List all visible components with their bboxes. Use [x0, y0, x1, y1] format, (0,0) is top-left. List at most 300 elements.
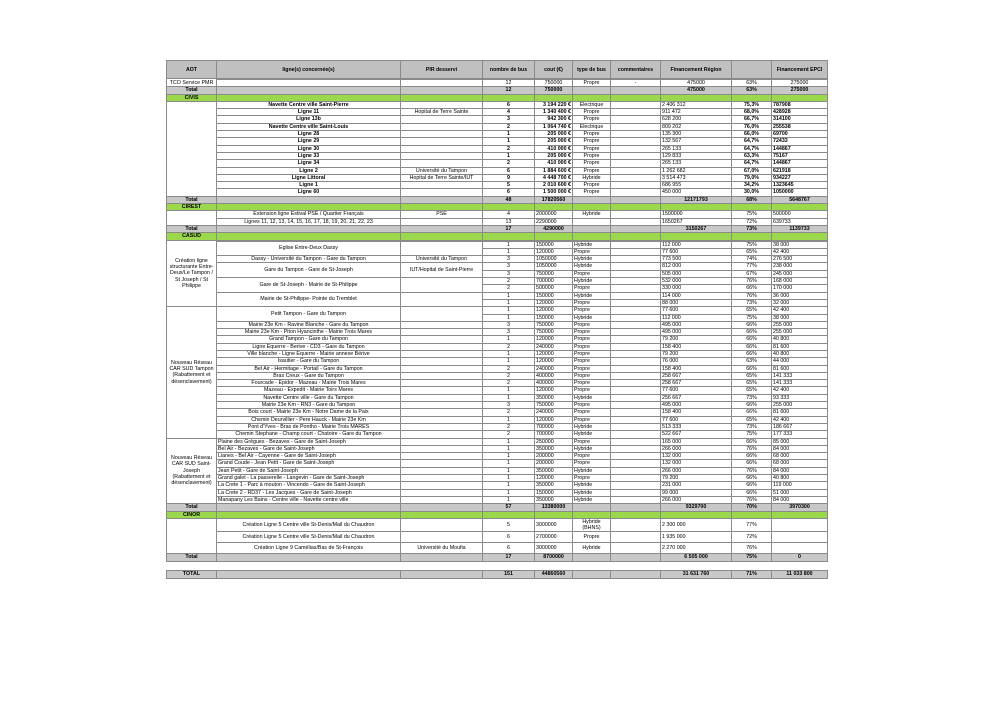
region-cell: 450 000 [661, 189, 732, 196]
header-commentaires: commentaires [611, 61, 661, 79]
pir-cell [401, 423, 483, 430]
pct-cell: 63% [732, 80, 772, 87]
header-row [167, 61, 828, 79]
table-row [167, 394, 828, 401]
type-cell: Propre [573, 409, 611, 416]
pir-cell [401, 409, 483, 416]
epci-cell [772, 532, 828, 543]
table-row [167, 532, 828, 543]
total-row [167, 504, 828, 511]
cout-cell: 400000 [535, 380, 573, 387]
table-row [167, 80, 828, 87]
ligne-cell: Bois court - Mairie 23e Km - Notre Dame de la Paix [217, 409, 401, 416]
epci-cell: 51 000 [772, 489, 828, 496]
cout-cell: 750000 [535, 80, 573, 87]
table-row [167, 380, 828, 387]
grand-total-label: TOTAL [167, 570, 217, 578]
region-cell: 79 200 [661, 475, 732, 482]
ligne-cell: Ligne 30 [217, 145, 401, 152]
pir-cell [401, 532, 483, 543]
pct-cell: 75% [732, 554, 772, 561]
type-cell [573, 218, 611, 225]
aot-cell: TCO Service PMR [167, 79, 217, 87]
epci-cell: 428928 [772, 109, 828, 116]
bus-cell: 1 [483, 299, 535, 306]
region-cell: 628 200 [661, 116, 732, 123]
bus-cell: 1 [483, 292, 535, 299]
region-cell: 266 000 [661, 496, 732, 503]
cout-cell: 120000 [535, 307, 573, 314]
region-cell: 132 567 [661, 138, 732, 145]
table-row [167, 123, 828, 130]
pct-cell: 76,0% [732, 123, 772, 130]
bus-cell: 2 [483, 123, 535, 130]
cout-cell: 205 000 € [535, 138, 573, 145]
type-cell: Hybride (BHNS) [573, 518, 611, 532]
region-cell: 266 000 [661, 445, 732, 452]
epci-cell: 245 000 [772, 270, 828, 277]
region-cell: 3150267 [661, 225, 732, 232]
table-row [167, 241, 828, 248]
ligne-cell: Mazeau - Expedit - Mairie Toirs Mares [217, 387, 401, 394]
bus-cell: 1 [483, 475, 535, 482]
pir-cell [401, 101, 483, 108]
epci-cell: 168 000 [772, 278, 828, 285]
cout-cell: 2000000 [535, 211, 573, 218]
cout-cell: 350000 [535, 496, 573, 503]
pct-cell: 68% [732, 196, 772, 203]
ligne-cell: Chemin Deurvillier - Pere Hauck - Mairie 23e Km [217, 416, 401, 423]
bus-cell: 2 [483, 285, 535, 292]
pir-cell [401, 116, 483, 123]
type-cell: Propre [573, 248, 611, 255]
ligne-cell: Navette Centre ville Saint-Pierre [217, 101, 401, 108]
pct-cell: 73% [732, 394, 772, 401]
bus-cell: 1 [483, 248, 535, 255]
epci-cell: 0 [772, 554, 828, 561]
bus-cell: 12 [483, 80, 535, 87]
pir-cell [401, 431, 483, 438]
ligne-cell: Création Ligne 9 Camélias/Bas de St-François [217, 543, 401, 554]
cout-cell: 150000 [535, 292, 573, 299]
type-cell: Hybride [573, 467, 611, 474]
bus-cell: 1 [483, 358, 535, 365]
section-label: CIREST [167, 204, 217, 211]
comment-cell: - [611, 80, 661, 87]
ligne-cell: Pont d'Yves - Bras de Pontho - Mairie Trois MARES [217, 423, 401, 430]
bus-cell: 2 [483, 372, 535, 379]
region-cell: 475000 [661, 80, 732, 87]
epci-cell: 42 400 [772, 248, 828, 255]
epci-cell: 1139733 [772, 225, 828, 232]
ligne-cell: Manapany Les Bains - Centre ville - Navette centre ville [217, 496, 401, 503]
epci-cell: 68 000 [772, 453, 828, 460]
cout-cell: 120000 [535, 358, 573, 365]
type-cell: Hybride [573, 482, 611, 489]
bus-cell: 3 [483, 256, 535, 263]
pct-cell: 76% [732, 445, 772, 452]
pir-cell [401, 307, 483, 322]
type-cell: Propre [573, 416, 611, 423]
epci-cell [772, 543, 828, 554]
epci-cell: 40 800 [772, 336, 828, 343]
bus-cell: 4 [483, 109, 535, 116]
type-cell: Propre [573, 182, 611, 189]
cout-cell: 120000 [535, 475, 573, 482]
total-row [167, 225, 828, 232]
ligne-cell: Ligne 13b [217, 116, 401, 123]
region-cell: 165 000 [661, 438, 732, 445]
table-row [167, 475, 828, 482]
epci-cell: 255 000 [772, 402, 828, 409]
region-cell: 1500000 [661, 211, 732, 218]
type-cell: Propre [573, 299, 611, 306]
ligne-cell: Petit Tampon - Gare du Tampon [217, 307, 401, 322]
pct-cell: 73% [732, 423, 772, 430]
cout-cell: 3000000 [535, 518, 573, 532]
region-cell: 1650267 [661, 218, 732, 225]
type-cell: Hybride [573, 431, 611, 438]
epci-cell: 40 800 [772, 475, 828, 482]
ligne-cell: Mairie 23e Km - Piton Hyancinthe - Mairie Trois Mares [217, 329, 401, 336]
table-row [167, 218, 828, 225]
cout-cell: 1050000 [535, 263, 573, 270]
epci-cell: 934227 [772, 174, 828, 181]
cout-cell: 120000 [535, 387, 573, 394]
bus-cell: 57 [483, 504, 535, 511]
pct-cell: 74% [732, 256, 772, 263]
pir-cell: Université du Moufia [401, 543, 483, 554]
pct-cell: 73% [732, 225, 772, 232]
header-nombre-bus: nombre de bus [483, 61, 535, 79]
epci-cell: 144867 [772, 160, 828, 167]
bus-cell: 6 [483, 189, 535, 196]
type-cell: Hybride [573, 445, 611, 452]
region-cell: 129 833 [661, 152, 732, 159]
type-cell: Propre [573, 285, 611, 292]
type-cell: Propre [573, 329, 611, 336]
pir-cell: PSE [401, 211, 483, 218]
table-row [167, 292, 828, 299]
table-row [167, 453, 828, 460]
table-row [167, 116, 828, 123]
total-row [167, 554, 828, 561]
type-cell: Propre [573, 167, 611, 174]
region-cell: 12171793 [661, 196, 732, 203]
region-cell: 6 505 000 [661, 554, 732, 561]
bus-cell: 1 [483, 394, 535, 401]
table-row [167, 174, 828, 181]
table-row [167, 409, 828, 416]
type-cell: Hybride [573, 489, 611, 496]
pct-cell: 76% [732, 543, 772, 554]
pir-cell [401, 278, 483, 293]
epci-cell: 81 600 [772, 409, 828, 416]
type-cell: Propre [573, 189, 611, 196]
cout-cell: 150000 [535, 314, 573, 321]
pir-cell [401, 402, 483, 409]
table-row [167, 358, 828, 365]
type-cell: Propre [573, 365, 611, 372]
region-cell: 773 500 [661, 256, 732, 263]
pct-cell: 65% [732, 416, 772, 423]
cout-cell: 700000 [535, 423, 573, 430]
table-row [167, 131, 828, 138]
pir-cell [401, 343, 483, 350]
cout-cell: 150000 [535, 241, 573, 248]
epci-cell: 84 000 [772, 467, 828, 474]
bus-cell: 12 [483, 87, 535, 94]
pir-cell [401, 358, 483, 365]
pct-cell: 65% [732, 372, 772, 379]
ligne-cell: Eglise Entre-Deux Dassy [217, 241, 401, 256]
bus-cell: 2 [483, 380, 535, 387]
epci-cell: 787908 [772, 101, 828, 108]
epci-cell: 275000 [772, 80, 828, 87]
type-cell: Propre [573, 109, 611, 116]
header-financement-region: Financement Région [661, 61, 732, 79]
type-cell: Hybride [573, 174, 611, 181]
table-row [167, 189, 828, 196]
region-cell: 77 600 [661, 416, 732, 423]
pct-cell: 63% [732, 358, 772, 365]
pir-cell [401, 387, 483, 394]
ligne-cell: Ligne 33 [217, 152, 401, 159]
pct-cell: 75% [732, 211, 772, 218]
pct-cell: 73% [732, 299, 772, 306]
bus-cell: 1 [483, 350, 535, 357]
bus-cell: 1 [483, 453, 535, 460]
aot-group-label: Nouveau Réseau CAR SUD Saint-Joseph (Rabattement et désenclavement) [167, 438, 217, 504]
table-row [167, 167, 828, 174]
bus-cell: 1 [483, 438, 535, 445]
bus-cell: 2 [483, 145, 535, 152]
region-cell: 231 000 [661, 482, 732, 489]
ligne-cell: Ligne 1 [217, 182, 401, 189]
cout-cell: 2 010 600 € [535, 182, 573, 189]
section-row [167, 511, 828, 518]
table-row [167, 431, 828, 438]
epci-cell: 186 667 [772, 423, 828, 430]
region-cell: 31 631 760 [661, 570, 732, 578]
type-cell: Propre [573, 336, 611, 343]
cout-cell: 3 194 220 € [535, 101, 573, 108]
epci-cell: 72433 [772, 138, 828, 145]
ligne-cell: Ligne 29 [217, 138, 401, 145]
epci-cell: 177 333 [772, 431, 828, 438]
region-cell: 495 000 [661, 321, 732, 328]
bus-cell: 2 [483, 431, 535, 438]
type-cell: Propre [573, 80, 611, 87]
header-lignes: ligne(s) concernée(s) [217, 61, 401, 79]
pct-cell: 72% [732, 218, 772, 225]
bus-cell: 5 [483, 182, 535, 189]
cout-cell: 120000 [535, 336, 573, 343]
cout-cell: 942 300 € [535, 116, 573, 123]
cout-cell: 3000000 [535, 543, 573, 554]
pir-cell [401, 123, 483, 130]
spacer-row [167, 561, 828, 570]
epci-cell: 238 000 [772, 263, 828, 270]
table-row [167, 152, 828, 159]
pir-cell: Université du Tampon [401, 256, 483, 263]
epci-cell: 144867 [772, 145, 828, 152]
total-label: Total [167, 196, 217, 203]
pct-cell: 64,7% [732, 138, 772, 145]
pct-cell: 66% [732, 460, 772, 467]
region-cell: 77 600 [661, 307, 732, 314]
pir-cell [401, 138, 483, 145]
pct-cell: 76% [732, 278, 772, 285]
table-row [167, 109, 828, 116]
pct-cell: 66% [732, 438, 772, 445]
table-row [167, 160, 828, 167]
region-cell: 76 000 [661, 358, 732, 365]
bus-cell: 2 [483, 278, 535, 285]
epci-cell: 81 600 [772, 343, 828, 350]
ligne-cell: Navette Centre ville Saint-Louis [217, 123, 401, 130]
cout-cell: 13380000 [535, 504, 573, 511]
region-cell: 495 000 [661, 402, 732, 409]
pir-cell [401, 160, 483, 167]
pir-cell [401, 152, 483, 159]
type-cell: Propre [573, 460, 611, 467]
section-row [167, 94, 828, 101]
section-row [167, 204, 828, 211]
type-cell: Propre [573, 453, 611, 460]
type-cell: Electrique [573, 123, 611, 130]
cout-cell: 1 500 000 € [535, 189, 573, 196]
type-cell: Propre [573, 116, 611, 123]
bus-cell: 1 [483, 152, 535, 159]
ligne-cell: Ligne 34 [217, 160, 401, 167]
table-row [167, 321, 828, 328]
pct-cell: 75% [732, 314, 772, 321]
cout-cell: 1 340 400 € [535, 109, 573, 116]
region-cell: 258 667 [661, 372, 732, 379]
region-cell: 158 400 [661, 409, 732, 416]
ligne-cell: Création Ligne 5 Centre ville St-Denis/Mail du Chaudron [217, 532, 401, 543]
type-cell: Hybride [573, 423, 611, 430]
region-cell: 513 333 [661, 423, 732, 430]
type-cell: Electrique [573, 101, 611, 108]
aot-group-label: Nouveau Réseau CAR SUD Tampon (Rabattement et désenclavement) [167, 307, 217, 438]
epci-cell: 42 400 [772, 416, 828, 423]
ligne-cell: Mairie de St-Philippe- Pointe du Tremblet [217, 292, 401, 307]
table-row [167, 182, 828, 189]
bus-cell: 2 [483, 160, 535, 167]
epci-cell: 314100 [772, 116, 828, 123]
bus-cell: 1 [483, 138, 535, 145]
epci-cell: 42 400 [772, 387, 828, 394]
region-cell: 686 955 [661, 182, 732, 189]
pct-cell: 66% [732, 336, 772, 343]
table-row [167, 438, 828, 445]
pir-cell: Hopital de Terre Sainte [401, 109, 483, 116]
bus-cell: 6 [483, 101, 535, 108]
cout-cell: 240000 [535, 409, 573, 416]
pct-cell: 34,2% [732, 182, 772, 189]
total-label: Total [167, 225, 217, 232]
cout-cell: 205 000 € [535, 152, 573, 159]
ligne-cell: Ligne 11 [217, 109, 401, 116]
pir-cell [401, 182, 483, 189]
table-row [167, 482, 828, 489]
pct-cell: 66% [732, 475, 772, 482]
pir-cell [401, 241, 483, 256]
epci-cell: 3970300 [772, 504, 828, 511]
type-cell: Hybride [573, 263, 611, 270]
bus-cell: 2 [483, 343, 535, 350]
pct-cell: 76% [732, 496, 772, 503]
epci-cell: 621918 [772, 167, 828, 174]
region-cell: 1 935 000 [661, 532, 732, 543]
bus-cell: 13 [483, 218, 535, 225]
pct-cell: 65% [732, 248, 772, 255]
bus-cell: 1 [483, 496, 535, 503]
pir-cell [401, 518, 483, 532]
region-cell: 911 472 [661, 109, 732, 116]
type-cell: Propre [573, 343, 611, 350]
pct-cell: 66% [732, 489, 772, 496]
pct-cell: 65% [732, 307, 772, 314]
type-cell: Propre [573, 475, 611, 482]
epci-cell: 1050000 [772, 189, 828, 196]
region-cell: 265 133 [661, 145, 732, 152]
epci-cell: 141 333 [772, 372, 828, 379]
pir-cell [401, 336, 483, 343]
ligne-cell: Mairie 23e Km - RN3 - Gare du Tampon [217, 402, 401, 409]
cout-cell: 200000 [535, 453, 573, 460]
epci-cell: 68 000 [772, 460, 828, 467]
cout-cell: 500000 [535, 285, 573, 292]
ligne-cell: Bel Air - Hermitage - Portail - Gare du Tampon [217, 365, 401, 372]
total-label: Total [167, 504, 217, 511]
ligne-cell: Extension ligne Estival PSE / Quartier Français [217, 211, 401, 218]
bus-cell: 1 [483, 445, 535, 452]
cout-cell: 205 000 € [535, 131, 573, 138]
ligne-cell: Ligne Equerre - Berive - CD3 - Gare du Tampon [217, 343, 401, 350]
bus-cell: 3 [483, 270, 535, 277]
epci-cell: 85 000 [772, 438, 828, 445]
bus-cell: 1 [483, 241, 535, 248]
region-cell: 79 200 [661, 350, 732, 357]
pct-cell: 68,0% [732, 109, 772, 116]
region-cell: 9329700 [661, 504, 732, 511]
pir-cell [401, 189, 483, 196]
cout-cell: 240000 [535, 343, 573, 350]
region-cell: 2 300 000 [661, 518, 732, 532]
cout-cell: 750000 [535, 402, 573, 409]
pct-cell: 66% [732, 453, 772, 460]
table-row [167, 263, 828, 270]
pir-cell [401, 365, 483, 372]
region-cell: 330 000 [661, 285, 732, 292]
type-cell: Propre [573, 152, 611, 159]
funding-table [166, 60, 828, 579]
table-row [167, 329, 828, 336]
header-financement-epci: Financement EPCI [772, 61, 828, 79]
table-row [167, 496, 828, 503]
ligne-cell: Fourcade - Epidor - Mazeau - Mairie Trois Mares [217, 380, 401, 387]
pct-cell: 70% [732, 504, 772, 511]
region-cell: 3 514 473 [661, 174, 732, 181]
pct-cell: 63,3% [732, 152, 772, 159]
pir-cell [401, 372, 483, 379]
table-row [167, 518, 828, 532]
bus-cell: 1 [483, 131, 535, 138]
epci-cell: 639733 [772, 218, 828, 225]
